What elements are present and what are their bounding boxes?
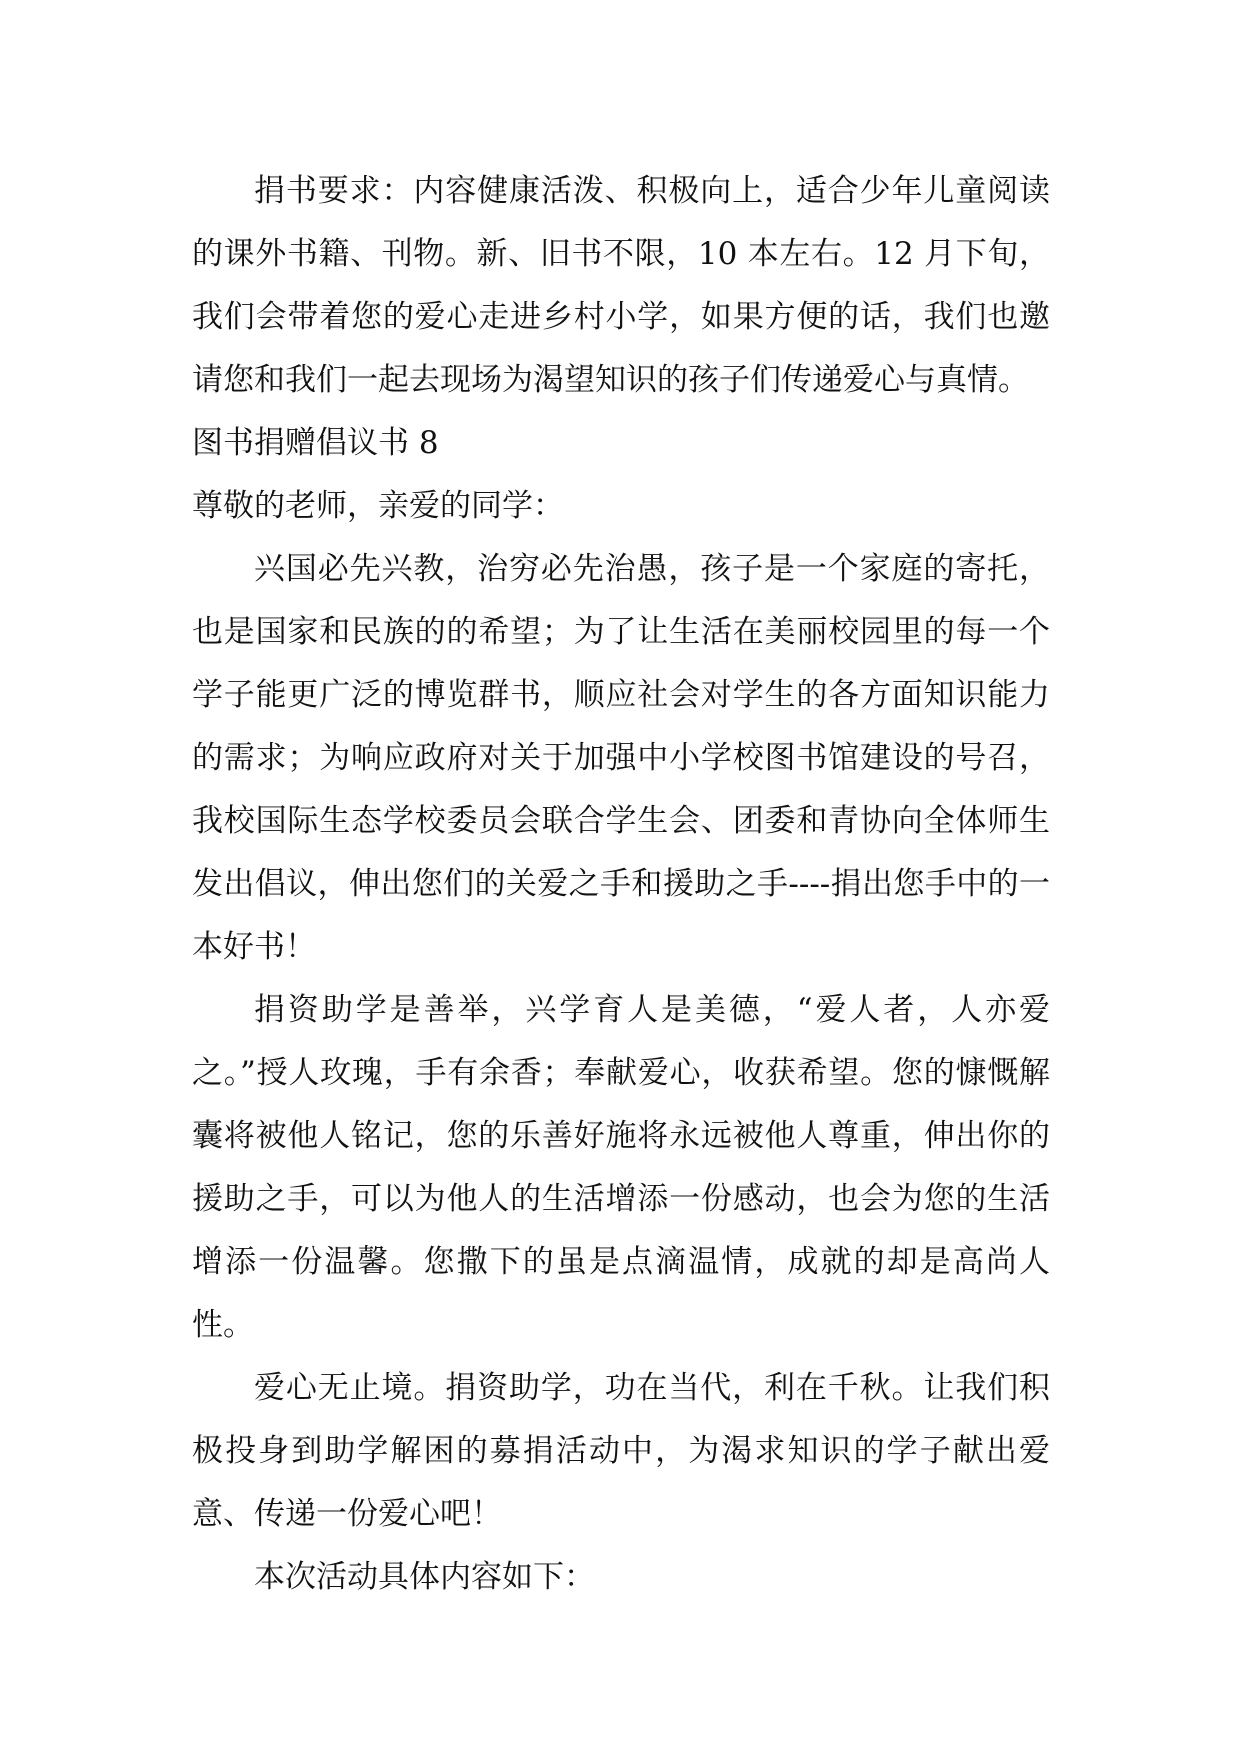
paragraph-initiative: 兴国必先兴教，治穷必先治愚，孩子是一个家庭的寄托，也是国家和民族的的希望；为了让生活在美丽校园里的每一个学子能更广泛的博览群书，顺应社会对学生的各方面知识能力的需求；为响应政府对关于加强中小学校图书馆建设的号召，我校国际生态学校委员会联合学生会、团委和青协向全体师生发出倡议，伸出您们的关爱之手和援助之手----捐出您手中的一本好书！ (192, 551, 1050, 965)
paragraph-call-to-action: 爱心无止境。捐资助学，功在当代，利在千秋。让我们积极投身到助学解困的募捐活动中，为渴求知识的学子献出爱意、传递一份爱心吧！ (192, 1370, 1050, 1532)
document-body (192, 160, 1050, 1609)
paragraph-activity-details: 本次活动具体内容如下： (254, 1559, 595, 1595)
paragraph-donation-virtue: 捐资助学是善举，兴学育人是美德，“爱人者，人亦爱之。”授人玫瑰，手有余香；奉献爱心，收获希望。您的慷慨解囊将被他人铭记，您的乐善好施将永远被他人尊重，伸出你的援助之手，可以为他人的生活增添一份感动，也会为您的生活增添一份温馨。您撒下的虽是点滴温情，成就的却是高尚人性。 (192, 992, 1050, 1343)
paragraph-book-requirements: 捐书要求：内容健康活泼、积极向上，适合少年儿童阅读的课外书籍、刊物。新、旧书不限，10 本左右。12 月下旬，我们会带着您的爱心走进乡村小学，如果方便的话，我们也邀请您和我们一起去现场为渴望知识的孩子们传递爱心与真情。 (192, 173, 1050, 398)
salutation: 尊敬的老师，亲爱的同学： (192, 488, 564, 524)
document-title: 图书捐赠倡议书 8 (192, 425, 439, 461)
